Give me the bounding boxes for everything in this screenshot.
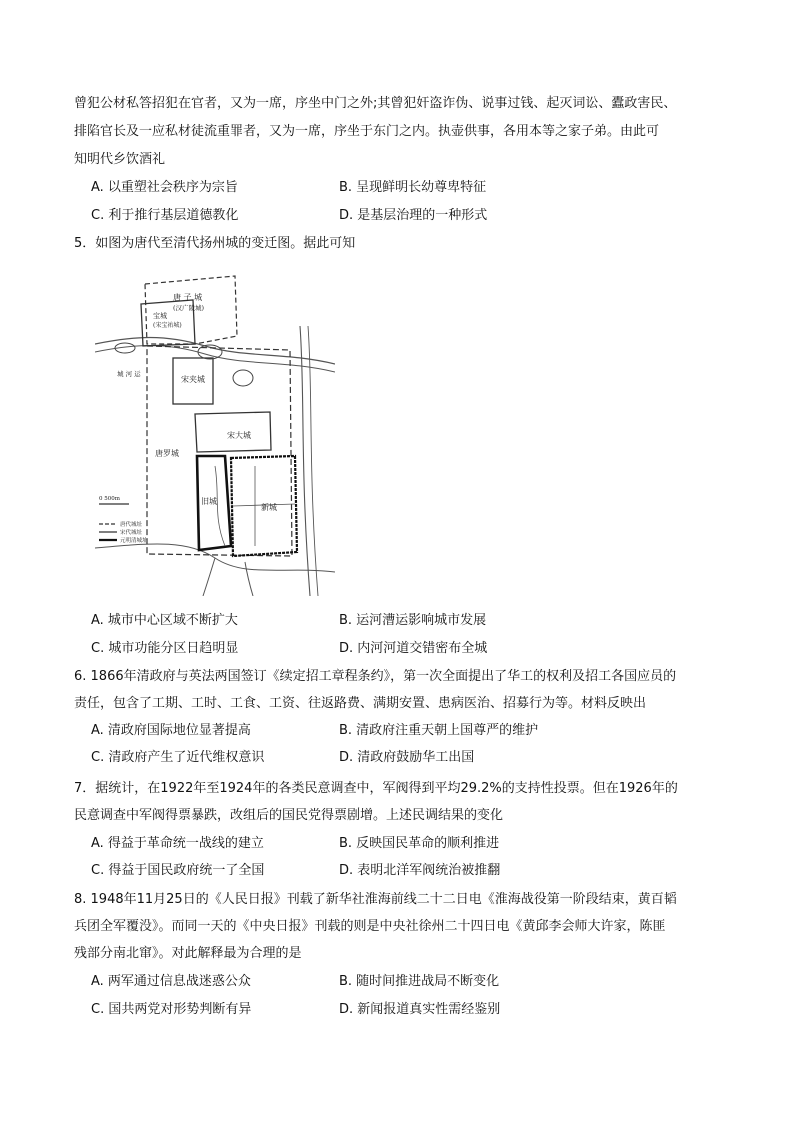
q8-text-line-1: 8. 1948年11月25日的《人民日报》刊载了新华社淮海前线二十二日电《淮海战役第一阶段结束，黄百韬 [74,892,677,907]
label-side-left: 城 河 运 [117,370,141,378]
q7-option-a[interactable]: A. 得益于革命统一战线的建立 [91,836,264,851]
label-bao: 宝城 [153,312,167,320]
q6-option-d[interactable]: D. 清政府鼓励华工出国 [339,750,475,765]
q6-option-c[interactable]: C. 清政府产生了近代维权意识 [91,750,265,765]
q8-option-d[interactable]: D. 新闻报道真实性需经鉴别 [339,1002,501,1017]
q4-option-a[interactable]: A. 以重塑社会秩序为宗旨 [91,180,238,195]
pond-2 [233,370,253,386]
q5-option-b[interactable]: B. 运河漕运影响城市发展 [339,613,487,628]
q8-text-line-3: 残部分南北窜》。对此解释最为合理的是 [74,946,302,961]
q6-text-line-2: 责任，包含了工期、工时、工食、工资、往返路费、满期安置、患病医治、招募行为等。材料反映出 [74,696,647,711]
label-tangluo: 唐罗城 [155,449,179,458]
q7-option-d[interactable]: D. 表明北洋军阀统治被推翻 [339,863,501,878]
q5-option-c[interactable]: C. 城市功能分区日趋明显 [91,641,239,656]
q8-text-line-2: 兵团全军覆没》。而同一天的《中央日报》刊载的则是中央社徐州二十四日电《黄邱李会师大许家，陈匪 [74,919,666,934]
legend-song: 宋代城址 [120,530,143,536]
label-scale: 0 500m [99,496,120,502]
label-xincheng: 新城 [261,503,277,512]
q8-option-a[interactable]: A. 两军通过信息战迷惑公众 [91,974,251,989]
canal-south [203,558,215,596]
q7-text-line-1: 7．据统计，在1922年至1924年的各类民意调查中，军阀得到平均29.2%的支持性投票。但在1926年的 [74,781,678,796]
q6-option-a[interactable]: A. 清政府国际地位显著提高 [91,723,251,738]
q4-text-line-2: 排陷官长及一应私材徒流重罪者，又为一席，序坐于东门之内。执壶供事，各用本等之家子弟。由此可 [74,124,660,139]
q8-option-c[interactable]: C. 国共两党对形势判断有异 [91,1002,252,1017]
label-tangzi-sub: (汉广陵城) [173,304,205,312]
q4-text-line-3: 知明代乡饮酒礼 [74,152,166,167]
river-north [95,338,335,365]
legend-mingqing: 元明清城址 [120,538,148,544]
label-songjia: 宋夹城 [181,375,205,384]
q4-text-line-1: 曾犯公材私答招犯在官者，又为一席，序坐中门之外;其曾犯奸盗诈伪、说事过钱、起灭词讼、蠹政害民、 [74,96,677,111]
label-jiucheng: 旧城 [201,497,217,506]
label-bao-sub: (宋宝祐城) [153,322,182,329]
label-tangzi: 唐 子 城 [173,293,203,302]
q5-option-d[interactable]: D. 内河河道交错密布全城 [339,641,488,656]
q5-stem: 5．如图为唐代至清代扬州城的变迁图。据此可知 [74,236,356,251]
q8-option-b[interactable]: B. 随时间推进战局不断变化 [339,974,500,989]
legend-tang: 唐代城址 [120,522,143,528]
inner-canal [215,466,225,546]
canal-south-2 [245,562,253,596]
q4-option-d[interactable]: D. 是基层治理的一种形式 [339,208,488,223]
yangzhou-city-map [95,266,335,596]
q7-option-c[interactable]: C. 得益于国民政府统一了全国 [91,863,265,878]
q5-option-a[interactable]: A. 城市中心区域不断扩大 [91,613,238,628]
q6-text-line-1: 6. 1866年清政府与英法两国签订《续定招工章程条约》，第一次全面提出了华工的权利及招工各国应员的 [74,669,677,684]
q7-option-b[interactable]: B. 反映国民革命的顺利推进 [339,836,500,851]
q7-text-line-2: 民意调查中军阀得票暴跌，改组后的国民党得票剧增。上述民调结果的变化 [74,808,504,823]
q4-option-b[interactable]: B. 呈现鲜明长幼尊卑特征 [339,180,487,195]
q6-option-b[interactable]: B. 清政府注重天朝上国尊严的维护 [339,723,539,738]
q4-option-c[interactable]: C. 利于推行基层道德教化 [91,208,239,223]
label-songda: 宋大城 [227,431,251,440]
river-east-2 [308,326,318,596]
